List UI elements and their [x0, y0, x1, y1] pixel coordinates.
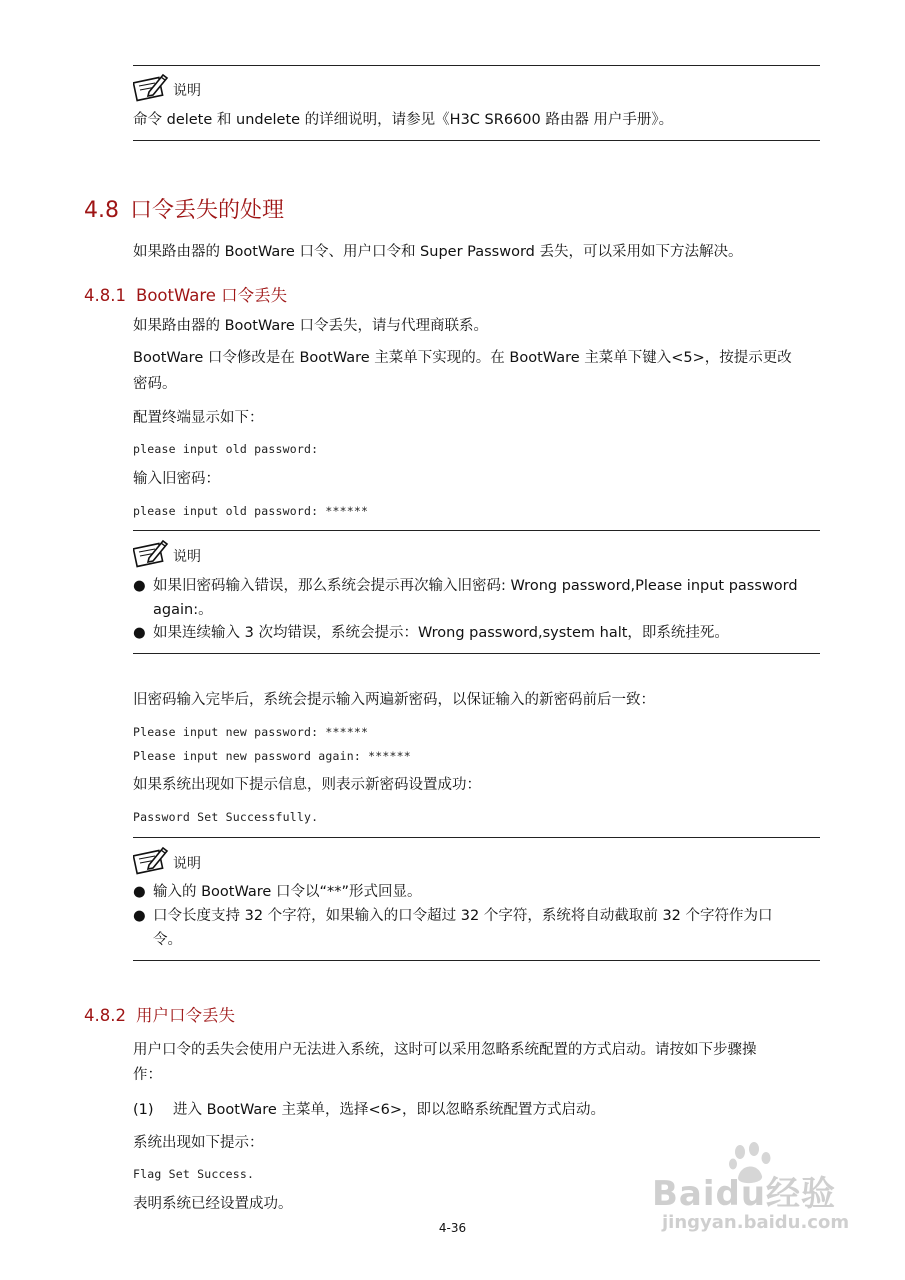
note2-bullet-1	[133, 574, 823, 622]
sub1-paragraph-3: 配置终端显示如下：	[133, 410, 264, 426]
note3-bullet-1	[133, 880, 823, 904]
section-title: 口令丢失的处理	[130, 198, 285, 223]
note2-bullet-2-line-1: 如果连续输入 3 次均错误，系统会提示：Wrong password,system halt，即系统挂死。	[153, 625, 729, 641]
sub2-step-1-number: (1)	[133, 1102, 154, 1118]
note-pencil-icon	[133, 845, 169, 875]
sub1-title: BootWare 口令丢失	[136, 286, 288, 305]
sub2-paragraph-2: 系统出现如下提示：	[133, 1135, 264, 1151]
note3-bullet-1-line-1: 输入的 BootWare 口令以“**”形式回显。	[153, 884, 422, 900]
note2-header	[133, 538, 201, 568]
note3-bullet-2-line-1: 口令长度支持 32 个字符，如果输入的口令超过 32 个字符，系统将自动截取前 32 个字符作为口	[153, 908, 773, 924]
note2-bottom-rule	[133, 653, 820, 654]
note1-top-rule	[133, 65, 820, 66]
section-number: 4.8	[84, 198, 119, 223]
watermark-url: jingyan.baidu.com	[662, 1212, 850, 1233]
sub1-paragraph-1: 如果路由器的 BootWare 口令丢失，请与代理商联系。	[133, 318, 488, 334]
sub2-paragraph-1-line-2: 作：	[133, 1067, 162, 1083]
note2-label: 说明	[173, 549, 201, 565]
after-note2-paragraph-1: 旧密码输入完毕后，系统会提示输入两遍新密码，以保证输入的新密码前后一致：	[133, 692, 655, 708]
note1-label: 说明	[173, 83, 201, 99]
after-note2-code-3: Password Set Successfully.	[133, 810, 319, 824]
after-note2-paragraph-2: 如果系统出现如下提示信息，则表示新密码设置成功：	[133, 777, 481, 793]
after-note2-code-1: Please input new password: ******	[133, 725, 369, 739]
sub1-paragraph-4: 输入旧密码：	[133, 471, 220, 487]
note1-text: 命令 delete 和 undelete 的详细说明，请参见《H3C SR6600 路由器 用户手册》。	[133, 112, 674, 128]
note1-bottom-rule	[133, 140, 820, 141]
sub2-step-1-text: 进入 BootWare 主菜单，选择<6>，即以忽略系统配置方式启动。	[173, 1102, 605, 1118]
sub1-number: 4.8.1	[84, 286, 126, 305]
sub2-code-1: Flag Set Success.	[133, 1167, 255, 1181]
note-pencil-icon	[133, 72, 169, 102]
note-pencil-icon	[133, 538, 169, 568]
note3-top-rule	[133, 837, 820, 838]
note3-label: 说明	[173, 856, 201, 872]
sub1-paragraph-2-line-1: BootWare 口令修改是在 BootWare 主菜单下实现的。在 BootWare 主菜单下键入<5>，按提示更改	[133, 350, 792, 366]
note3-bullet-2	[133, 904, 823, 952]
sub2-paragraph-1-line-1: 用户口令的丢失会使用户无法进入系统，这时可以采用忽略系统配置的方式启动。请按如下步骤操	[133, 1042, 757, 1058]
bullet-dot-icon: ●	[133, 625, 146, 641]
sub2-heading	[84, 1002, 235, 1026]
note3-bullet-2-line-2: 令。	[153, 932, 182, 948]
note3-header	[133, 845, 201, 875]
bullet-dot-icon: ●	[133, 884, 146, 900]
sub1-code-2: please input old password: ******	[133, 504, 369, 518]
bullet-dot-icon: ●	[133, 908, 146, 924]
note1-header	[133, 72, 201, 102]
note2-bullet-1-line-1: 如果旧密码输入错误，那么系统会提示再次输入旧密码: Wrong password,Please input password	[153, 578, 798, 594]
after-note2-code-2: Please input new password again: ******	[133, 749, 411, 763]
sub1-paragraph-2-line-2: 密码。	[133, 376, 177, 392]
sub1-heading	[84, 282, 287, 306]
sub2-title: 用户口令丢失	[136, 1006, 235, 1025]
sub2-number: 4.8.2	[84, 1006, 126, 1025]
note2-top-rule	[133, 530, 820, 531]
section-heading	[84, 193, 284, 224]
sub1-code-1: please input old password:	[133, 442, 319, 456]
page-number: 4-36	[438, 1221, 467, 1235]
section-intro: 如果路由器的 BootWare 口令、用户口令和 Super Password 丢失，可以采用如下方法解决。	[133, 244, 743, 260]
watermark-brand: Baidu经验	[652, 1174, 837, 1214]
note3-bottom-rule	[133, 960, 820, 961]
sub2-paragraph-3: 表明系统已经设置成功。	[133, 1196, 293, 1212]
note2-bullet-2	[133, 621, 823, 645]
bullet-dot-icon: ●	[133, 578, 146, 594]
sub2-step-1	[133, 1098, 605, 1122]
note2-bullet-1-line-2: again:。	[153, 602, 213, 618]
